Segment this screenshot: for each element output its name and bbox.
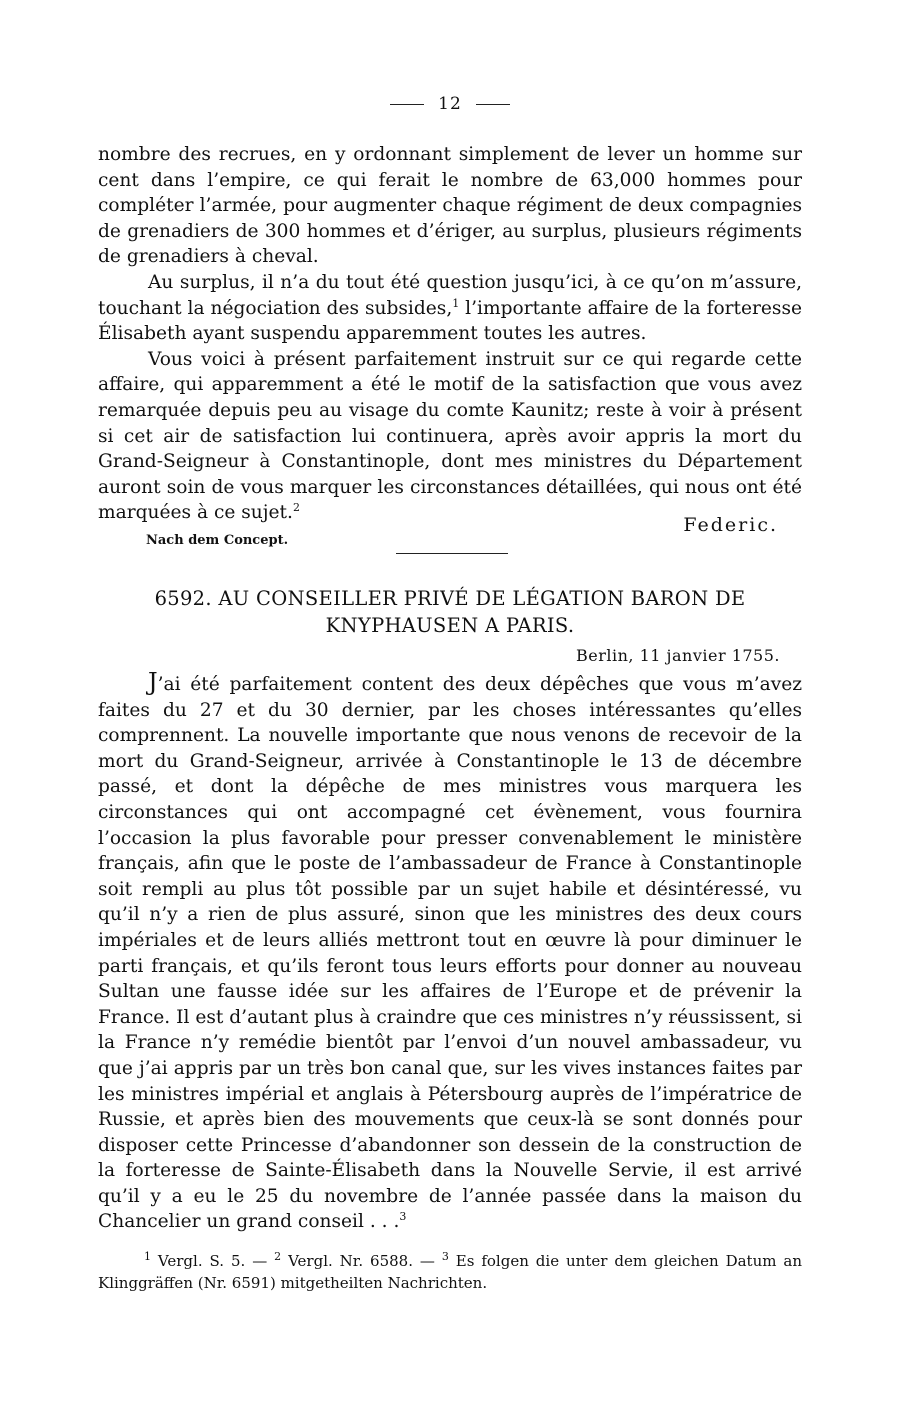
section-divider [396, 553, 508, 554]
footnote-line [98, 1250, 802, 1294]
letter-body [98, 670, 802, 1235]
footnote-number: 2 [274, 1250, 282, 1263]
footnote-text: Vergl. Nr. 6588. — [281, 1252, 442, 1270]
heading-line: KNYPHAUSEN A PARIS. [325, 614, 575, 637]
paragraph-text: nombre des recrues, en y ordonnant simplement de lever un homme sur cent dans l’empire, ce qui ferait le nombre de 63,000 hommes pour compléter l’armée, pour augmenter chaque régiment de deux compagnies de grenadiers de 300 hommes et d’ériger, au surplus, plusieurs régiments de grenadiers à cheval. [98, 144, 802, 268]
paragraph [98, 670, 802, 1235]
header-dash-right [476, 104, 510, 105]
paragraph [98, 142, 802, 270]
letter-continuation [98, 142, 802, 526]
heading-line: 6592. AU CONSEILLER PRIVÉ DE LÉGATION BARON DE [154, 587, 746, 610]
footnote-ref: 1 [452, 296, 460, 310]
page-number: 12 [438, 94, 462, 114]
footnote-text: Es folgen die unter dem gleichen Datum an Klinggräffen (Nr. 6591) mitgetheilten Nachrichten. [98, 1252, 802, 1292]
footnote-text: Vergl. S. 5. — [151, 1252, 275, 1270]
footnote-number: 3 [441, 1250, 449, 1263]
header-dash-left [390, 104, 424, 105]
source-note: Nach dem Concept. [146, 533, 289, 548]
dateline: Berlin, 11 janvier 1755. [576, 646, 780, 665]
paragraph [98, 347, 802, 526]
paragraph-text: Au surplus, il n’a du tout été question jusqu’ici, à ce qu’on m’assure, touchant la négociation des subsides, [98, 271, 802, 319]
paragraph [98, 270, 802, 347]
footnote-number: 1 [144, 1250, 151, 1263]
footnote-ref: 2 [292, 501, 300, 515]
initial-letter: J [148, 668, 158, 696]
letter-heading [98, 585, 802, 639]
footnote-ref: 3 [399, 1210, 407, 1224]
signature: Federic. [683, 514, 778, 536]
paragraph-text: Vous voici à présent parfaitement instruit sur ce qui regarde cette affaire, qui apparemment a été le motif de la satisfaction que vous avez remarquée depuis peu au visage du comte Kaunitz; reste à voir à présent si cet air de satisfaction lui continuera, après avoir appris la mort du Grand-Seigneur à Constantinople, dont mes ministres du Département auront soin de vous marquer les circonstances détaillées, qui nous ont été marquées à ce sujet. [98, 348, 802, 524]
paragraph-text: ’ai été parfaitement content des deux dépêches que vous m’avez faites du 27 et du 30 dernier, par les choses intéressantes qu’elles comprennent. La nouvelle importante que nous venons de recevoir de la mort du Grand-Seigneur, arrivée à Constantinople le 13 de décembre passé, et dont la dépêche de mes ministres vous marquera les circonstances qui ont accompagné cet évènement, vous fournira l’occasion la plus favorable pour presser convenablement le ministère français, afin que le poste de l’ambassadeur de France à Constantinople soit rempli au plus tôt possible par un sujet habile et désintéressé, vu qu’il n’y a rien de plus assuré, sinon que les ministres des deux cours impériales et de leurs alliés mettront tout en œuvre là pour diminuer le parti français, et qu’ils feront tous leurs efforts pour donner au nouveau Sultan une fausse idée sur les affaires de l’Europe et de prévenir la France. Il est d’autant plus à craindre que ces ministres n’y réussissent, si la France n’y remédie bientôt par l’envoi d’un nouvel ambassadeur, vu que j’ai appris par un très bon canal que, sur les vives instances faites par les ministres impérial et anglais à Pétersbourg auprès de l’impératrice de Russie, et après bien des mouvements que ceux-là se sont donnés pour disposer cette Princesse d’abandonner son dessein de la construction de la forteresse de Sainte-Élisabeth dans la Nouvelle Servie, il est arrivé qu’il y a eu le 25 du novembre de l’année passée dans la maison du Chancelier un grand conseil . . . [98, 674, 802, 1233]
page-header [0, 94, 900, 114]
footnotes [98, 1250, 802, 1294]
paragraph-text: l’importante affaire de la forteresse Élisabeth ayant suspendu apparemment toutes les autres. [98, 297, 803, 345]
